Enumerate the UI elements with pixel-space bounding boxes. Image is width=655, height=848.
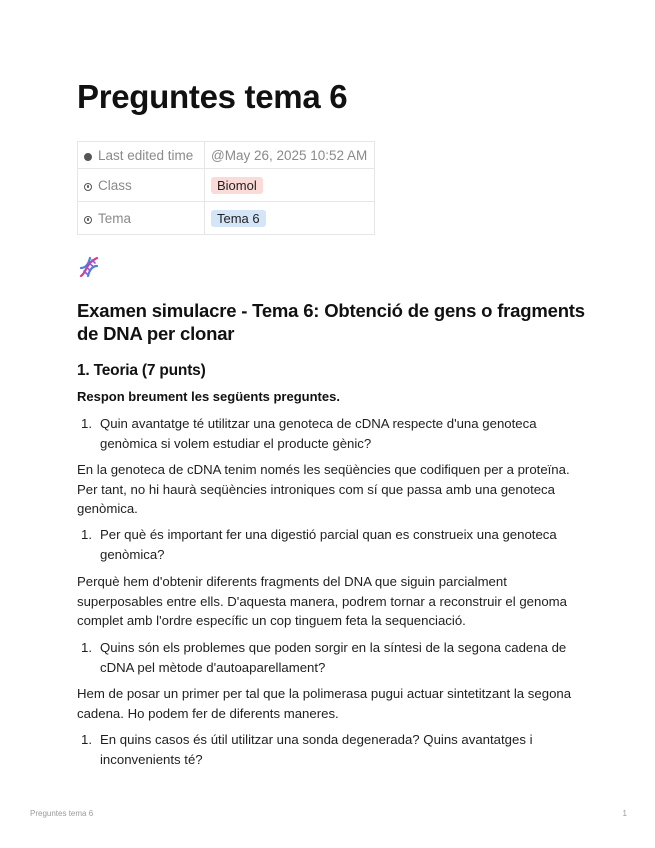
answer-text: Perquè hem d'obtenir diferents fragments del DNA que siguin parcialment superposables entre ells. D'aquesta manera, podrem tornar a reconstruir el genoma complet amb l'ordre específic un cop tinguem feta la sequenciació. — [77, 574, 567, 628]
answer-text: Hem de posar un primer per tal que la polimerasa pugui actuar sintetitzant la segona cadena. Ho podem fer de diferents maneres. — [77, 686, 572, 721]
instruction-text: Respon breument les següents preguntes. — [77, 389, 340, 404]
list-item: 1. En quins casos és útil utilitzar una sonda degenerada? Quins avantatges i inconvenients té? — [81, 730, 581, 769]
footer-title: Preguntes tema 6 — [30, 809, 94, 818]
list-item: 1. Per què és important fer una digestió parcial quan es construeix una genoteca genòmica? — [81, 525, 581, 564]
class-tag[interactable]: Biomol — [211, 177, 263, 194]
property-row — [78, 142, 375, 169]
question-text: En quins casos és útil utilitzar una sonda degenerada? Quins avantatges i inconvenients té? — [100, 732, 533, 767]
question-text: Quins són els problemes que poden sorgir en la síntesi de la segona cadena de cDNA pel mètode d'autoaparellament? — [100, 640, 567, 675]
page-title: Preguntes tema 6 — [77, 78, 348, 115]
select-icon — [84, 216, 92, 224]
section-heading: 1. Teoria (7 punts) — [77, 362, 206, 379]
property-key: Last edited time — [78, 142, 205, 169]
property-row — [78, 202, 375, 235]
list-item: 1. Quins són els problemes que poden sorgir en la síntesi de la segona cadena de cDNA pel mètode d'autoaparellament? — [81, 638, 581, 677]
answer-text: En la genoteca de cDNA tenim només les seqüències que codifiquen per a proteïna. Per tant, no hi haurà seqüències introniques com sí que passa amb una genoteca genòmica. — [77, 462, 570, 516]
property-value — [205, 202, 375, 235]
clock-icon — [84, 153, 92, 161]
property-value — [205, 169, 375, 202]
page-number: 1 — [622, 809, 627, 818]
question-text: Per què és important fer una digestió parcial quan es construeix una genoteca genòmica? — [100, 527, 557, 562]
tema-tag[interactable]: Tema 6 — [211, 210, 266, 227]
exam-heading: Examen simulacre - Tema 6: Obtenció de gens o fragments de DNA per clonar — [77, 300, 585, 344]
question-text: Quin avantatge té utilitzar una genoteca de cDNA respecte d'una genoteca genòmica si volem estudiar el producte gènic? — [100, 416, 537, 451]
dna-emoji-icon — [77, 255, 101, 279]
properties-table — [77, 141, 375, 235]
list-item: 1. Quin avantatge té utilitzar una genoteca de cDNA respecte d'una genoteca genòmica si volem estudiar el producte gènic? — [81, 414, 581, 453]
property-key: Tema — [78, 202, 205, 235]
property-row — [78, 169, 375, 202]
property-key: Class — [78, 169, 205, 202]
property-value: @May 26, 2025 10:52 AM — [205, 142, 375, 169]
select-icon — [84, 183, 92, 191]
